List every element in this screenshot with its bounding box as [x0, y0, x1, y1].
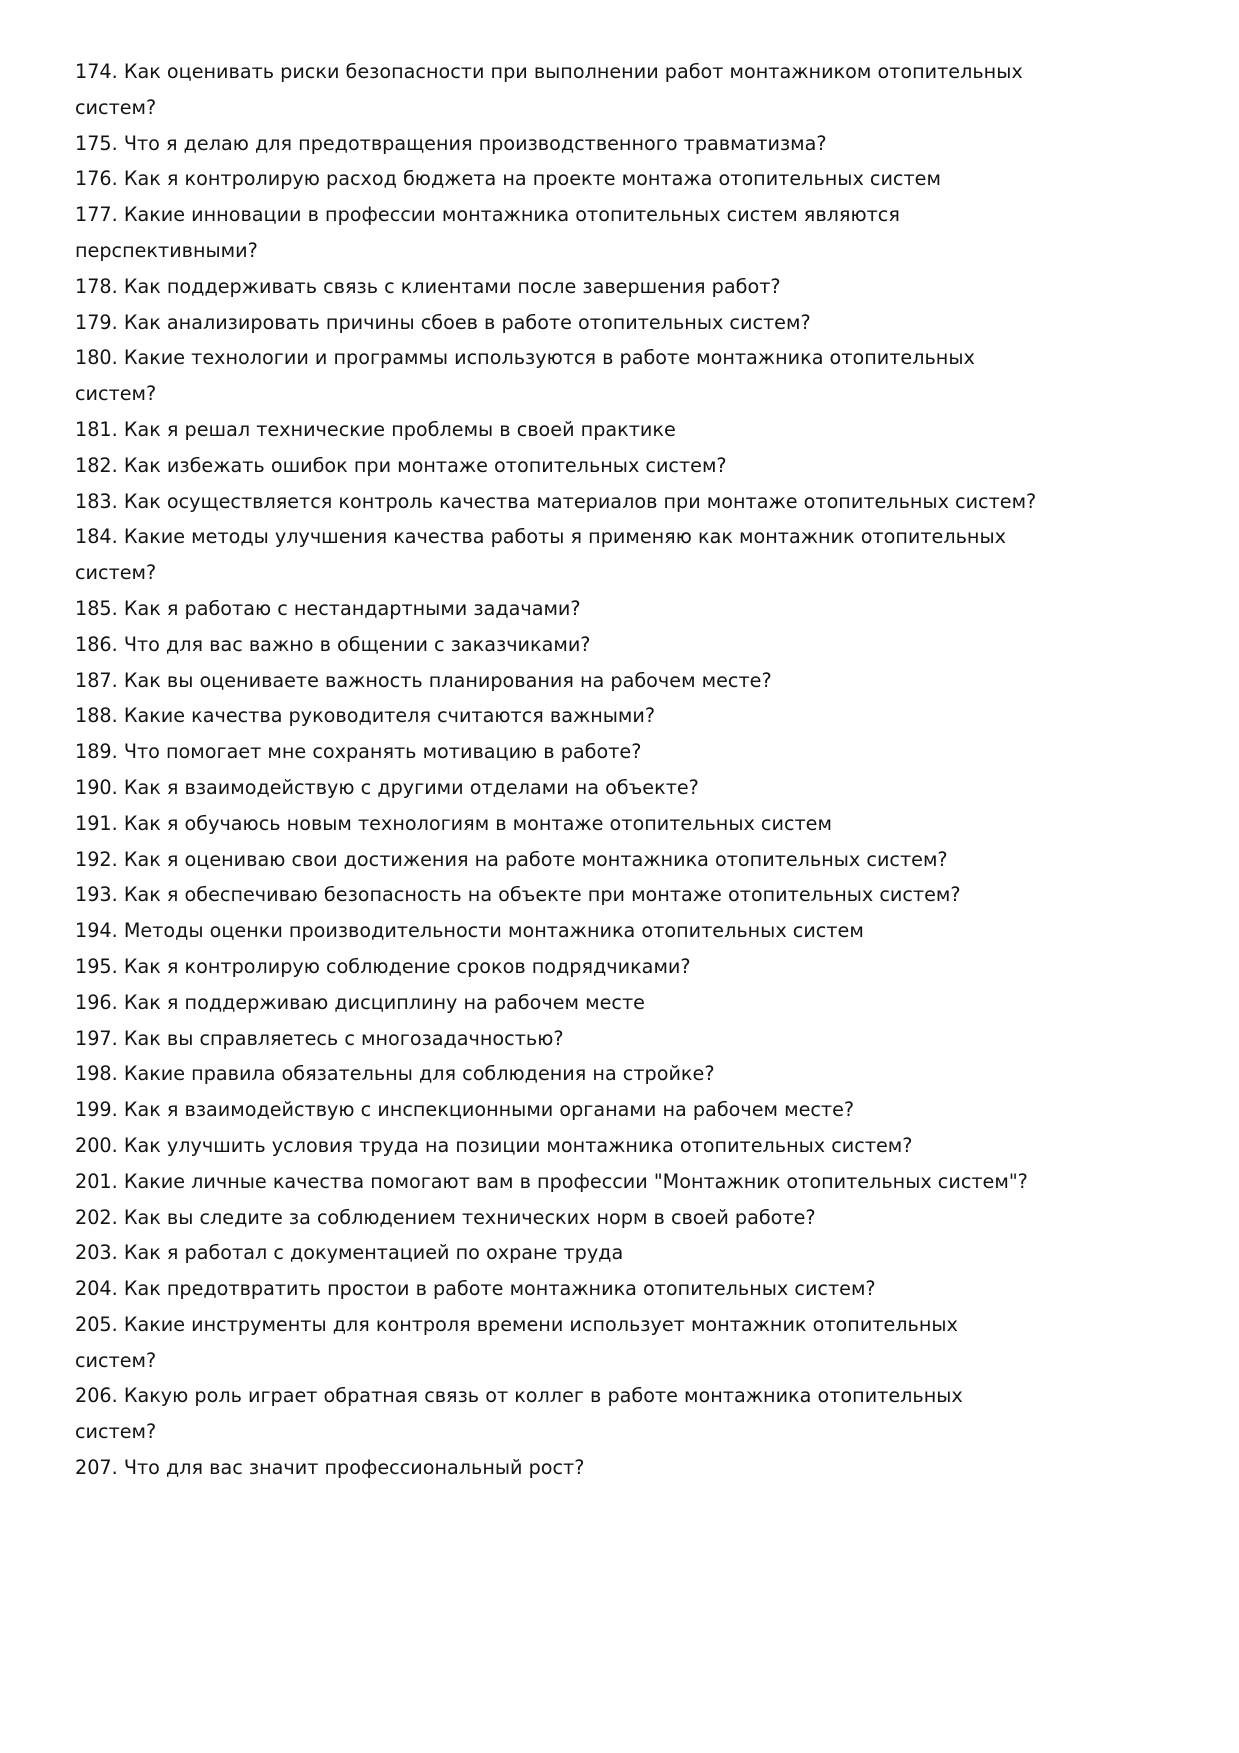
- question-text-line: 177. Какие инновации в профессии монтажника отопительных систем являются: [75, 203, 900, 227]
- question-text-line: 203. Как я работал с документацией по охране труда: [75, 1241, 624, 1265]
- question-item: [75, 1235, 1075, 1271]
- question-text-line: 206. Какую роль играет обратная связь от коллег в работе монтажника отопительных: [75, 1384, 963, 1408]
- question-text-line: 176. Как я контролирую расход бюджета на проекте монтажа отопительных систем: [75, 167, 941, 191]
- question-text-line: 204. Как предотвратить простои в работе монтажника отопительных систем?: [75, 1277, 876, 1301]
- question-item: [75, 1450, 1075, 1486]
- question-item: [75, 949, 1075, 985]
- question-text-line: систем?: [75, 1420, 157, 1444]
- question-text-line: 185. Как я работаю с нестандартными задачами?: [75, 596, 581, 620]
- question-item: [75, 1200, 1075, 1236]
- question-item: [75, 734, 1075, 770]
- question-item: [75, 161, 1075, 197]
- question-text-line: систем?: [75, 561, 157, 585]
- question-item: [75, 448, 1075, 484]
- question-text-line: 205. Какие инструменты для контроля времени использует монтажник отопительных: [75, 1312, 958, 1336]
- question-text-line: 201. Какие личные качества помогают вам в профессии "Монтажник отопительных систем"?: [75, 1169, 1028, 1193]
- question-text-line: 207. Что для вас значит профессиональный рост?: [75, 1456, 585, 1480]
- question-item: [75, 770, 1075, 806]
- question-item: [75, 698, 1075, 734]
- question-text-line: 197. Как вы справляетесь с многозадачностью?: [75, 1026, 564, 1050]
- question-text-line: 194. Методы оценки производительности монтажника отопительных систем: [75, 919, 864, 943]
- question-text-line: 183. Как осуществляется контроль качества материалов при монтаже отопительных систем?: [75, 489, 1037, 513]
- question-text-line: 174. Как оценивать риски безопасности при выполнении работ монтажником отопительных: [75, 60, 1023, 83]
- question-item: [75, 1056, 1075, 1092]
- question-text-line: систем?: [75, 95, 157, 119]
- question-item: [75, 913, 1075, 949]
- question-item: [75, 985, 1075, 1021]
- question-item: [75, 1307, 1075, 1379]
- question-text-line: систем?: [75, 1348, 157, 1372]
- question-item: [75, 1378, 1075, 1450]
- question-text-line: 196. Как я поддерживаю дисциплину на рабочем месте: [75, 990, 645, 1014]
- question-text-line: 182. Как избежать ошибок при монтаже отопительных систем?: [75, 453, 727, 477]
- question-text-line: 189. Что помогает мне сохранять мотивацию в работе?: [75, 740, 642, 764]
- question-item: [75, 1164, 1075, 1200]
- question-item: [75, 877, 1075, 913]
- question-text-line: 184. Какие методы улучшения качества работы я применяю как монтажник отопительных: [75, 525, 1006, 549]
- question-text-line: 175. Что я делаю для предотвращения производственного травматизма?: [75, 131, 827, 155]
- question-item: [75, 806, 1075, 842]
- question-item: [75, 1128, 1075, 1164]
- question-item: [75, 126, 1075, 162]
- question-item: [75, 842, 1075, 878]
- question-item: [75, 305, 1075, 341]
- question-item: [75, 197, 1075, 269]
- question-text-line: систем?: [75, 382, 157, 406]
- question-text-line: 179. Как анализировать причины сбоев в работе отопительных систем?: [75, 310, 811, 334]
- question-text-line: 199. Как я взаимодействую с инспекционными органами на рабочем месте?: [75, 1098, 855, 1122]
- question-item: [75, 1021, 1075, 1057]
- question-item: [75, 591, 1075, 627]
- question-item: [75, 340, 1075, 412]
- question-item: [75, 627, 1075, 663]
- question-item: [75, 1092, 1075, 1128]
- question-text-line: 192. Как я оцениваю свои достижения на работе монтажника отопительных систем?: [75, 847, 948, 871]
- question-text-line: 198. Какие правила обязательны для соблюдения на стройке?: [75, 1062, 715, 1086]
- question-text-line: 195. Как я контролирую соблюдение сроков подрядчиками?: [75, 954, 691, 978]
- question-item: [75, 519, 1075, 591]
- question-text-line: 180. Какие технологии и программы используются в работе монтажника отопительных: [75, 346, 975, 370]
- question-text-line: 186. Что для вас важно в общении с заказчиками?: [75, 632, 591, 656]
- question-item: [75, 54, 1075, 126]
- question-item: [75, 663, 1075, 699]
- question-text-line: 200. Как улучшить условия труда на позиции монтажника отопительных систем?: [75, 1133, 913, 1157]
- question-text-line: 187. Как вы оцениваете важность планирования на рабочем месте?: [75, 668, 772, 692]
- question-item: [75, 1271, 1075, 1307]
- question-item: [75, 269, 1075, 305]
- question-text-line: 190. Как я взаимодействую с другими отделами на объекте?: [75, 775, 699, 799]
- question-item: [75, 484, 1075, 520]
- question-text-line: 193. Как я обеспечиваю безопасность на объекте при монтаже отопительных систем?: [75, 883, 961, 907]
- question-text-line: 191. Как я обучаюсь новым технологиям в монтаже отопительных систем: [75, 811, 832, 835]
- question-list: [75, 54, 1075, 1486]
- question-text-line: 188. Какие качества руководителя считаются важными?: [75, 704, 656, 728]
- question-item: [75, 412, 1075, 448]
- question-text-line: 202. Как вы следите за соблюдением технических норм в своей работе?: [75, 1205, 816, 1229]
- question-text-line: 181. Как я решал технические проблемы в своей практике: [75, 417, 676, 441]
- question-text-line: 178. Как поддерживать связь с клиентами после завершения работ?: [75, 274, 781, 298]
- question-text-line: перспективными?: [75, 238, 258, 262]
